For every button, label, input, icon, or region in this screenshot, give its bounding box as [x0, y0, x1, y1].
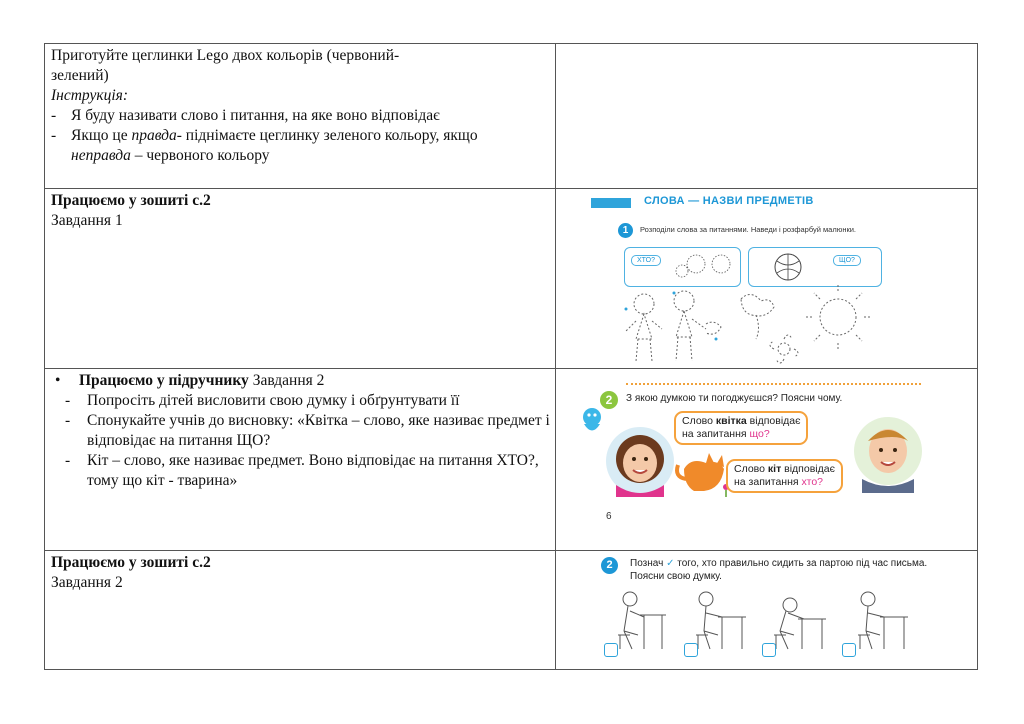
subitem-2: - Спонукайте учнів до висновку: «Квітка – слово, яке називає предмет і відповідає на питання ЩО? [65, 412, 550, 449]
answer-box-1[interactable] [604, 643, 618, 657]
workbook-title: Працюємо у зошиті с.2 [51, 192, 211, 209]
task-label: Завдання 1 [51, 212, 123, 229]
textbook-figure [556, 369, 978, 551]
page-number: 6 [606, 511, 612, 522]
workbook-figure-2 [556, 551, 978, 670]
figure-heading: СЛОВА — НАЗВИ ПРЕДМЕТІВ [644, 195, 814, 207]
lesson-plan-table [44, 43, 978, 670]
lego-instructions-cell [45, 44, 556, 189]
row-workbook-task-1 [45, 189, 978, 369]
answer-box-2[interactable] [684, 643, 698, 657]
bubble-flower: Слово квітка відповідає на запитання що? [674, 411, 808, 445]
what-tag: ЩО? [833, 255, 861, 266]
textbook-bullet: • Працюємо у підручнику Завдання 2 [55, 372, 325, 389]
lego-line-2: зелений) [51, 67, 109, 84]
subitem-1: - Попросіть дітей висловити свою думку і обґрунтувати її [65, 392, 460, 409]
coloring-illustrations [556, 189, 977, 367]
textbook-task-2-cell [45, 369, 556, 551]
empty-cell [556, 44, 978, 189]
row-textbook-task-2 [45, 369, 978, 551]
instruction-item-2: - Якщо це правда- піднімаєте цеглинку зеленого кольору, якщо неправда – червоного кольору [51, 127, 478, 164]
exercise-number: 2 [601, 557, 618, 574]
exercise-question: З якою думкою ти погоджуєшся? Поясни чому. [626, 393, 843, 404]
workbook-task-1-cell [45, 189, 556, 369]
row-workbook-task-2 [45, 551, 978, 670]
exercise-instruction: Розподіли слова за питаннями. Наведи і розфарбуй малюнки. [640, 225, 857, 234]
check-icon: ✓ [666, 558, 675, 569]
workbook-title: Працюємо у зошиті с.2 [51, 554, 211, 571]
instruction-label: Інструкція: [51, 87, 129, 104]
who-tag: ХТО? [631, 255, 661, 266]
bubble-cat: Слово кіт відповідає на запитання хто? [726, 459, 843, 493]
instruction-item-1: - Я буду називати слово і питання, на яке воно відповідає [51, 107, 440, 124]
task-label: Завдання 2 [51, 574, 123, 591]
lego-line-1: Приготуйте цеглинки Lego двох кольорів (червоний- [51, 47, 400, 64]
workbook-figure-1 [556, 189, 978, 369]
exercise-instruction: Познач ✓ того, хто правильно сидить за партою під час письма. Поясни свою думку. [630, 558, 928, 582]
exercise-number: 2 [600, 391, 618, 409]
subitem-3: - Кіт – слово, яке називає предмет. Воно відповідає на питання ХТО?, тому що кіт - тварина» [65, 452, 539, 489]
answer-box-3[interactable] [762, 643, 776, 657]
row-lego-instructions [45, 44, 978, 189]
exercise-number: 1 [618, 223, 633, 238]
answer-box-4[interactable] [842, 643, 856, 657]
workbook-task-2-cell [45, 551, 556, 670]
